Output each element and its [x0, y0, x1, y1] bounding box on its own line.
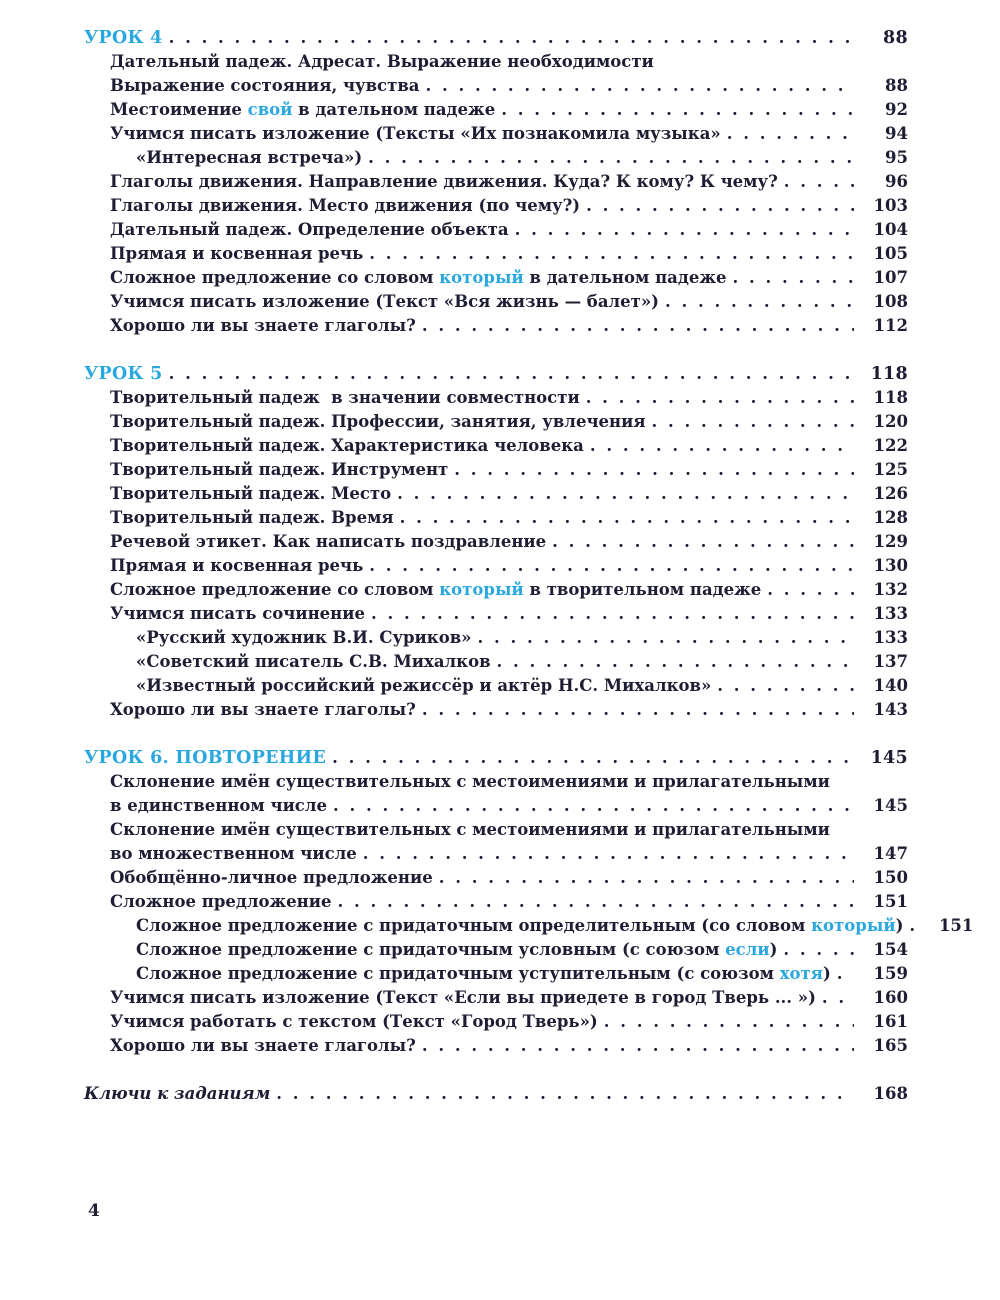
toc-page-number: 128 — [873, 508, 908, 527]
entry-text: Сложное предложение со словом — [110, 268, 440, 287]
dot-leader — [784, 170, 854, 194]
toc-entry-title — [136, 962, 831, 986]
dot-leader — [368, 146, 854, 170]
dot-leader — [422, 314, 854, 338]
toc-entry-title — [110, 698, 416, 722]
toc-row — [84, 554, 908, 578]
toc-entry-title — [110, 194, 580, 218]
dot-leader — [397, 482, 854, 506]
entry-text: УРОК 5 — [84, 364, 163, 384]
toc-entry-title — [84, 1082, 270, 1106]
toc-entry-title — [110, 290, 659, 314]
toc-entry-title — [110, 1010, 598, 1034]
toc-row — [84, 626, 908, 650]
toc-entry-title — [110, 434, 584, 458]
entry-text: Творительный падеж. Профессии, занятия, увлечения — [110, 412, 646, 431]
toc-entry-title — [110, 410, 646, 434]
toc-page-number: 133 — [873, 604, 908, 623]
toc-page-number: 88 — [885, 76, 908, 95]
entry-text: Учимся работать с текстом (Текст «Город Тверь») — [110, 1012, 598, 1031]
entry-text: Прямая и косвенная речь — [110, 244, 364, 263]
toc-page-number: 151 — [873, 892, 908, 911]
dot-leader — [837, 962, 854, 986]
toc-page-number: 145 — [870, 748, 908, 768]
dot-leader — [276, 1082, 854, 1106]
page-number-footer: 4 — [88, 1201, 100, 1221]
dot-leader — [733, 266, 854, 290]
entry-text: Творительный падеж в значении совместности — [110, 388, 580, 407]
toc-page-number: 118 — [870, 364, 908, 384]
entry-text: Учимся писать изложение (Тексты «Их познакомила музыка» — [110, 124, 721, 143]
toc-entry-title — [110, 122, 721, 146]
dot-leader — [422, 698, 854, 722]
toc-row — [84, 530, 908, 554]
toc-row — [84, 74, 908, 98]
toc-page-number: 132 — [873, 580, 908, 599]
toc-row — [84, 842, 908, 866]
entry-text: ) — [769, 940, 778, 959]
toc-entry-title — [110, 266, 727, 290]
entry-text: Склонение имён существительных с местоимениями и прилагательными — [110, 820, 830, 839]
entry-text: Ключи к заданиям — [84, 1084, 271, 1103]
toc-row — [84, 794, 908, 818]
entry-text: Сложное предложение с придаточным условным (с союзом — [136, 940, 726, 959]
dot-leader — [783, 938, 854, 962]
dot-leader — [727, 122, 854, 146]
toc-entry-title — [110, 170, 778, 194]
entry-text: Местоимение — [110, 100, 248, 119]
toc-row — [84, 1010, 908, 1034]
toc-entry-title — [110, 530, 546, 554]
toc-page-number: 160 — [873, 988, 908, 1007]
toc-row — [84, 482, 908, 506]
toc-entry-title — [110, 818, 830, 842]
toc-row — [84, 194, 908, 218]
toc-page-number: 94 — [885, 124, 908, 143]
toc-page-number: 147 — [873, 844, 908, 863]
toc-entry-title — [110, 506, 394, 530]
toc-section-header — [84, 362, 908, 386]
toc-page-number: 112 — [873, 316, 908, 335]
toc-entry-title — [136, 650, 491, 674]
toc-page-number: 118 — [873, 388, 908, 407]
toc-row — [84, 290, 908, 314]
toc-entry-title — [110, 1034, 416, 1058]
toc-entry-title — [136, 146, 362, 170]
toc-page-number: 108 — [873, 292, 908, 311]
dot-leader — [586, 194, 854, 218]
toc-row — [84, 674, 908, 698]
toc-page-number: 104 — [873, 220, 908, 239]
toc-entry-title — [110, 890, 331, 914]
toc-page-number: 88 — [883, 28, 908, 48]
toc-page-number: 125 — [873, 460, 908, 479]
dot-leader — [767, 578, 854, 602]
toc-page-number: 150 — [873, 868, 908, 887]
dot-leader — [169, 362, 854, 386]
dot-leader — [369, 554, 854, 578]
entry-text: Учимся писать изложение (Текст «Если вы приедете в город Тверь ... ») — [110, 988, 816, 1007]
entry-text: Сложное предложение с придаточным определительным (со словом — [136, 916, 812, 935]
highlighted-word: который — [439, 268, 524, 287]
entry-text: Дательный падеж. Определение объекта — [110, 220, 509, 239]
toc-row — [84, 506, 908, 530]
toc-row — [84, 458, 908, 482]
dot-leader — [332, 746, 854, 770]
entry-text: Учимся писать сочинение — [110, 604, 365, 623]
entry-text: Хорошо ли вы знаете глаголы? — [110, 316, 416, 335]
toc-entry-title — [110, 242, 363, 266]
toc-row — [84, 434, 908, 458]
toc-entry-title — [110, 578, 761, 602]
entry-text: Дательный падеж. Адресат. Выражение необходимости — [110, 52, 654, 71]
dot-leader — [501, 98, 854, 122]
entry-text: Глаголы движения. Место движения (по чему?) — [110, 196, 581, 215]
toc-page-number: 105 — [873, 244, 908, 263]
highlighted-word: свой — [247, 100, 293, 119]
toc-row — [84, 818, 908, 842]
toc-row — [84, 962, 908, 986]
entry-text: Творительный падеж. Время — [110, 508, 394, 527]
toc-row — [84, 146, 908, 170]
dot-leader — [454, 458, 854, 482]
toc-entry-title — [84, 362, 163, 386]
toc-entry-title — [110, 98, 495, 122]
toc-entry-title — [110, 602, 365, 626]
entry-text: Обобщённо-личное предложение — [110, 868, 433, 887]
entry-text: ) — [822, 964, 831, 983]
toc-page-number: 129 — [873, 532, 908, 551]
entry-text: во множественном числе — [110, 844, 357, 863]
toc-page-number: 92 — [885, 100, 908, 119]
toc-page-number: 107 — [873, 268, 908, 287]
entry-text: Учимся писать изложение (Текст «Вся жизнь — балет») — [110, 292, 659, 311]
entry-text: Склонение имён существительных с местоимениями и прилагательными — [110, 772, 830, 791]
toc-row — [84, 1082, 908, 1106]
toc-entry-title — [110, 218, 509, 242]
toc-row — [84, 410, 908, 434]
toc-page-number: 95 — [885, 148, 908, 167]
toc-entry-title — [136, 938, 777, 962]
dot-leader — [369, 242, 854, 266]
toc-entry-title — [110, 458, 448, 482]
dot-leader — [363, 842, 854, 866]
toc-row — [84, 986, 908, 1010]
toc-row — [84, 122, 908, 146]
dot-leader — [717, 674, 854, 698]
dot-leader — [909, 914, 919, 938]
dot-leader — [552, 530, 854, 554]
dot-leader — [515, 218, 854, 242]
toc-row — [84, 578, 908, 602]
toc-row — [84, 650, 908, 674]
toc-entry-title — [110, 866, 433, 890]
toc-row — [84, 866, 908, 890]
toc-entry-title — [136, 626, 472, 650]
dot-leader — [604, 1010, 854, 1034]
toc-entry-title — [136, 914, 903, 938]
toc-page-number: 122 — [873, 436, 908, 455]
toc-page-number: 161 — [873, 1012, 908, 1031]
entry-text: Творительный падеж. Характеристика человека — [110, 436, 584, 455]
entry-text: УРОК 4 — [84, 28, 163, 48]
entry-text: Сложное предложение со словом — [110, 580, 440, 599]
toc-page-number: 103 — [873, 196, 908, 215]
toc-row — [84, 266, 908, 290]
toc-row — [84, 314, 908, 338]
entry-text: в дательном падеже — [292, 100, 496, 119]
toc-entry-title — [136, 674, 711, 698]
toc-entry-title — [110, 794, 327, 818]
toc-page-number: 151 — [938, 916, 974, 935]
toc-row — [84, 770, 908, 794]
entry-text: УРОК 6. ПОВТОРЕНИЕ — [84, 748, 327, 768]
toc-entry-title — [110, 50, 654, 74]
toc-page-number: 168 — [873, 1084, 908, 1103]
entry-text: «Интересная встреча») — [136, 148, 363, 167]
entry-text: в дательном падеже — [523, 268, 727, 287]
toc-page-number: 126 — [873, 484, 908, 503]
dot-leader — [665, 290, 854, 314]
entry-text: в творительном падеже — [523, 580, 762, 599]
toc-row — [84, 218, 908, 242]
dot-leader — [425, 74, 854, 98]
toc-row — [84, 242, 908, 266]
highlighted-word: если — [725, 940, 770, 959]
toc-page-number: 159 — [873, 964, 908, 983]
dot-leader — [371, 602, 854, 626]
dot-leader — [652, 410, 854, 434]
toc-entry-title — [110, 482, 391, 506]
toc-page-number: 137 — [873, 652, 908, 671]
toc-page-number: 154 — [873, 940, 908, 959]
entry-text: «Известный российский режиссёр и актёр Н.С. Михалков» — [136, 676, 712, 695]
entry-text: в единственном числе — [110, 796, 327, 815]
toc-entry-title — [110, 386, 580, 410]
entry-text: Хорошо ли вы знаете глаголы? — [110, 1036, 416, 1055]
toc-entry-title — [110, 314, 416, 338]
toc-row — [84, 386, 908, 410]
entry-text: Творительный падеж. Место — [110, 484, 392, 503]
toc-entry-title — [110, 554, 363, 578]
entry-text: Сложное предложение с придаточным уступительным (с союзом — [136, 964, 780, 983]
entry-text: Творительный падеж. Инструмент — [110, 460, 449, 479]
dot-leader — [439, 866, 854, 890]
dot-leader — [400, 506, 854, 530]
toc-row — [84, 170, 908, 194]
dot-leader — [586, 386, 854, 410]
highlighted-word: хотя — [779, 964, 823, 983]
entry-text: «Русский художник В.И. Суриков» — [136, 628, 472, 647]
toc-row — [84, 938, 908, 962]
dot-leader — [478, 626, 855, 650]
dot-leader — [497, 650, 854, 674]
toc-row — [84, 890, 908, 914]
entry-text: Прямая и косвенная речь — [110, 556, 364, 575]
toc-entry-title — [110, 842, 357, 866]
toc-page-number: 143 — [873, 700, 908, 719]
toc-page-number: 96 — [885, 172, 908, 191]
entry-text: ) — [895, 916, 904, 935]
toc-page-number: 133 — [873, 628, 908, 647]
toc-page-number: 165 — [873, 1036, 908, 1055]
table-of-contents — [84, 26, 974, 1106]
dot-leader — [422, 1034, 854, 1058]
toc-entry-title — [84, 26, 163, 50]
dot-leader — [169, 26, 854, 50]
toc-section-header — [84, 746, 908, 770]
toc-entry-title — [110, 986, 816, 1010]
dot-leader — [337, 890, 854, 914]
highlighted-word: который — [811, 916, 896, 935]
highlighted-word: который — [439, 580, 524, 599]
entry-text: Глаголы движения. Направление движения. Куда? К кому? К чему? — [110, 172, 778, 191]
toc-row — [84, 1034, 908, 1058]
toc-row — [84, 50, 908, 74]
toc-section-header — [84, 26, 908, 50]
toc-row — [84, 914, 974, 938]
toc-page-number: 145 — [873, 796, 908, 815]
entry-text: Выражение состояния, чувства — [110, 76, 420, 95]
dot-leader — [822, 986, 854, 1010]
entry-text: Хорошо ли вы знаете глаголы? — [110, 700, 416, 719]
toc-row — [84, 698, 908, 722]
toc-entry-title — [110, 74, 419, 98]
entry-text: Сложное предложение — [110, 892, 332, 911]
entry-text: Речевой этикет. Как написать поздравление — [110, 532, 547, 551]
toc-entry-title — [110, 770, 830, 794]
dot-leader — [333, 794, 854, 818]
dot-leader — [590, 434, 854, 458]
toc-row — [84, 98, 908, 122]
toc-row — [84, 602, 908, 626]
toc-entry-title — [84, 746, 326, 770]
toc-page-number: 130 — [873, 556, 908, 575]
toc-page-number: 120 — [873, 412, 908, 431]
entry-text: «Советский писатель С.В. Михалков — [136, 652, 491, 671]
toc-page-number: 140 — [873, 676, 908, 695]
